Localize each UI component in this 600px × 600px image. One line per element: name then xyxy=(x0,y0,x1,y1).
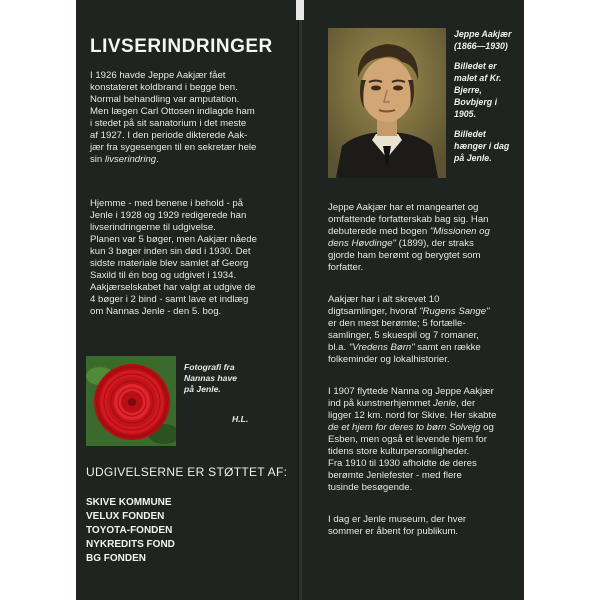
binding-slot xyxy=(296,0,304,20)
italic-title: dens Høvdinge" xyxy=(328,238,396,249)
caption-line: Bjerre, xyxy=(454,85,482,95)
photo-caption xyxy=(184,362,294,395)
text-line: Planen var 5 bøger, men Aakjær nåede xyxy=(90,234,257,245)
caption-line: Fotografi fra xyxy=(184,362,235,372)
caption-line: Nannas have xyxy=(184,373,238,383)
text-line xyxy=(328,422,524,434)
text-line xyxy=(328,306,524,318)
text-line xyxy=(328,226,524,238)
caption-line: Billedet er xyxy=(454,61,497,71)
text-line: af 1927. I den periode dikterede Aak- xyxy=(90,130,248,141)
sponsor-item: SKIVE KOMMUNE xyxy=(86,497,172,508)
text-line: Saxild til én bog og udgivet i 1934. xyxy=(90,270,237,281)
text-span: bl.a. xyxy=(328,342,349,353)
italic-title: Jenle xyxy=(433,398,456,409)
photo-credit: H.L. xyxy=(232,414,249,424)
italic-title: livserindring xyxy=(104,154,157,165)
text-line: omfattende forfatterskab bag sig. Han xyxy=(328,214,489,225)
support-heading: UDGIVELSERNE ER STØTTET AF: xyxy=(86,465,288,479)
text-line: sidste materiale blev samlet af Georg xyxy=(90,258,249,269)
text-line xyxy=(328,238,524,250)
caption-line: 1905. xyxy=(454,109,477,119)
jenle-paragraph xyxy=(328,386,524,494)
works-paragraph xyxy=(328,294,524,366)
caption-line: på Jenle. xyxy=(454,153,492,163)
text-line: Aakjærselskabet har valgt at udgive de xyxy=(90,282,256,293)
center-fold xyxy=(299,0,301,600)
text-line xyxy=(90,154,295,166)
page-title: LIVSERINDRINGER xyxy=(90,36,273,57)
text-line: Normal behandling var amputation. xyxy=(90,94,240,105)
text-line: er den mest berømte; 5 fortælle- xyxy=(328,318,466,329)
sponsor-list xyxy=(86,496,175,566)
text-span: . xyxy=(156,154,159,165)
text-line: Aakjær har i alt skrevet 10 xyxy=(328,294,440,305)
italic-title: "Missionen og xyxy=(429,226,490,237)
caption-line: Bovbjerg i xyxy=(454,97,498,107)
authorship-paragraph xyxy=(328,202,524,274)
text-line: Esben, men også et levende hjem for xyxy=(328,434,487,445)
text-span: debuterede med bogen xyxy=(328,226,430,237)
text-line: I 1926 havde Jeppe Aakjær fået xyxy=(90,70,226,81)
text-line: folkeminder og lokalhistorier. xyxy=(328,354,450,365)
text-line: Hjemme - med benene i behold - på xyxy=(90,198,244,209)
caption-line: hænger i dag xyxy=(454,141,510,151)
italic-title: "Rugens Sange" xyxy=(419,306,490,317)
text-line: ligger 12 km. nord for Skive. Her skabte xyxy=(328,410,497,421)
text-line: gjorde ham berømt og berygtet som xyxy=(328,250,481,261)
publishing-paragraph xyxy=(90,198,295,318)
intro-paragraph xyxy=(90,70,295,166)
text-line: Jeppe Aakjær har et mangeartet og xyxy=(328,202,479,213)
dahlia-photo xyxy=(86,356,176,446)
text-line: Fra 1910 til 1930 afholdte de deres xyxy=(328,458,477,469)
sponsor-item: BG FONDEN xyxy=(86,553,146,564)
italic-text: de et hjem for deres to børn Solvejg xyxy=(328,422,481,433)
text-line: om Nannas Jenle - den 5. bog. xyxy=(90,306,222,317)
museum-paragraph xyxy=(328,514,524,538)
text-line: jær fra sygesengen til en sekretær hele xyxy=(90,142,257,153)
text-line: I dag er Jenle museum, der hver xyxy=(328,514,467,525)
caption-line: (1866—1930) xyxy=(454,41,508,51)
sponsor-item: NYKREDITS FOND xyxy=(86,539,175,550)
text-line: I 1907 flyttede Nanna og Jeppe Aakjær xyxy=(328,386,494,397)
text-span: , der xyxy=(456,398,476,409)
caption-line: malet af Kr. xyxy=(454,73,502,83)
text-span: (1899), der straks xyxy=(395,238,474,249)
text-line: 4 bøger i 2 bind - samt lave et indlæg xyxy=(90,294,249,305)
caption-line: Jeppe Aakjær xyxy=(454,29,512,39)
text-line xyxy=(328,342,524,354)
text-line: i stedet på sit sanatorium i det meste xyxy=(90,118,247,129)
text-line: livserindringerne til udgivelse. xyxy=(90,222,216,233)
text-span: ind på kunstnerhjemmet xyxy=(328,398,434,409)
text-line: Men lægen Carl Ottosen indlagde ham xyxy=(90,106,255,117)
caption-line: på Jenle. xyxy=(184,384,221,394)
sponsor-item: TOYOTA-FONDEN xyxy=(86,525,173,536)
sponsor-item: VELUX FONDEN xyxy=(86,511,165,522)
caption-line: Billedet xyxy=(454,129,486,139)
text-line: tidens store kulturpersonligheder. xyxy=(328,446,470,457)
text-line xyxy=(328,398,524,410)
italic-title: "Vredens Børn" xyxy=(348,342,415,353)
portrait-painting xyxy=(328,28,446,178)
text-line: forfatter. xyxy=(328,262,364,273)
text-line: tusinde besøgende. xyxy=(328,482,413,493)
text-line: Jenle i 1928 og 1929 redigerede han xyxy=(90,210,247,221)
text-line: berømte Jenlefester - med flere xyxy=(328,470,462,481)
text-span: digtsamlinger, hvoraf xyxy=(328,306,420,317)
text-span: sin xyxy=(90,154,105,165)
text-line: konstateret koldbrand i begge ben. xyxy=(90,82,238,93)
text-span: og xyxy=(480,422,494,433)
brochure-page xyxy=(76,0,524,600)
text-line: sommer er åbent for publikum. xyxy=(328,526,459,537)
text-line: kun 3 bøger inden sin død i 1930. Det xyxy=(90,246,251,257)
text-line: samlinger, 5 skuespil og 7 romaner, xyxy=(328,330,479,341)
portrait-caption xyxy=(454,28,524,164)
text-span: samt en række xyxy=(414,342,481,353)
